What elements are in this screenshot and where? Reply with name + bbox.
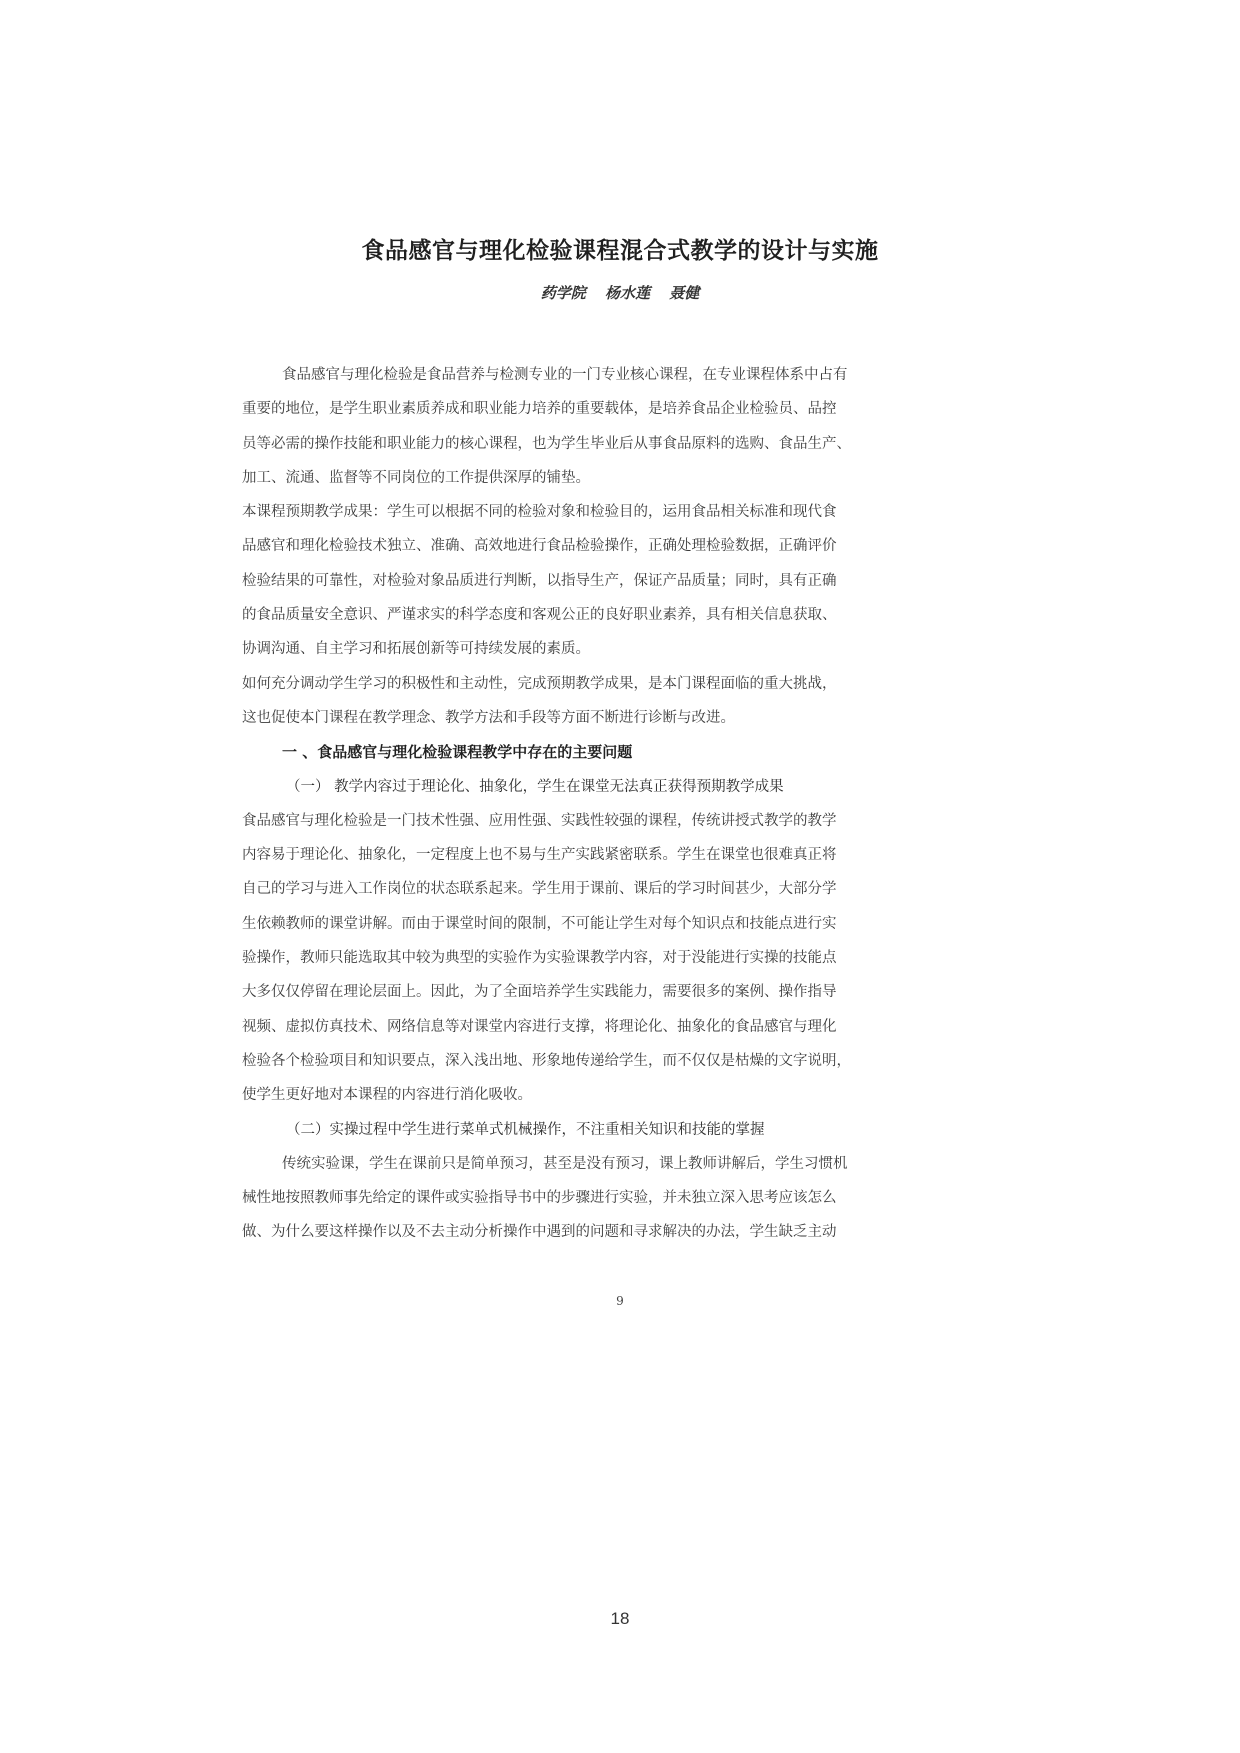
text-line: 这也促使本门课程在教学理念、教学方法和手段等方面不断进行诊断与改进。: [242, 709, 735, 726]
text-line: 内容易于理论化、抽象化，一定程度上也不易与生产实践紧密联系。学生在课堂也很难真正将: [242, 847, 837, 864]
subsection-heading: （一） 教学内容过于理论化、抽象化，学生在课堂无法真正获得预期教学成果: [286, 778, 784, 795]
section-heading: 一 、食品感官与理化检验课程教学中存在的主要问题: [282, 743, 633, 762]
text-line: 传统实验课，学生在课前只是简单预习，甚至是没有预习，课上教师讲解后，学生习惯机: [282, 1155, 848, 1172]
text-line: 本课程预期教学成果：学生可以根据不同的检验对象和检验目的，运用食品相关标准和现代食: [242, 504, 837, 521]
text-line: 验操作，教师只能选取其中较为典型的实验作为实验课教学内容，对于没能进行实操的技能点: [242, 950, 837, 967]
body-text: [242, 358, 1012, 1250]
text-line: 如何充分调动学生学习的积极性和主动性，完成预期教学成果，是本门课程面临的重大挑战，: [242, 675, 837, 692]
text-line: 检验结果的可靠性，对检验对象品质进行判断，以指导生产，保证产品质量；同时，具有正确: [242, 572, 837, 589]
page-title: 食品感官与理化检验课程混合式教学的设计与实施: [361, 238, 879, 264]
author-line: 药学院 杨水莲 聂健: [540, 284, 700, 302]
text-line: 大多仅仅停留在理论层面上。因此，为了全面培养学生实践能力，需要很多的案例、操作指导: [242, 984, 837, 1001]
text-line: 的食品质量安全意识、严谨求实的科学态度和客观公正的良好职业素养，具有相关信息获取、: [242, 607, 837, 624]
text-line: 械性地按照教师事先给定的课件或实验指导书中的步骤进行实验，并未独立深入思考应该怎么: [242, 1190, 837, 1207]
text-line: 使学生更好地对本课程的内容进行消化吸收。: [242, 1087, 532, 1104]
text-line: 食品感官与理化检验是食品营养与检测专业的一门专业核心课程，在专业课程体系中占有: [282, 367, 848, 383]
text-line: 品感官和理化检验技术独立、准确、高效地进行食品检验操作，正确处理检验数据，正确评价: [242, 538, 837, 555]
text-line: 食品感官与理化检验是一门技术性强、应用性强、实践性较强的课程，传统讲授式教学的教学: [242, 812, 837, 829]
text-line: 重要的地位，是学生职业素质养成和职业能力培养的重要载体，是培养食品企业检验员、品控: [242, 401, 837, 418]
text-line: 检验各个检验项目和知识要点，深入浅出地、形象地传递给学生，而不仅仅是枯燥的文字说明，: [242, 1052, 851, 1069]
page-number: 18: [610, 1609, 630, 1628]
text-line: 协调沟通、自主学习和拓展创新等可持续发展的素质。: [242, 641, 590, 658]
text-line: 员等必需的操作技能和职业能力的核心课程，也为学生毕业后从事食品原料的选购、食品生产、: [242, 435, 851, 452]
subsection-heading: （二）实操过程中学生进行菜单式机械操作，不注重相关知识和技能的掌握: [286, 1121, 765, 1138]
inner-page-number: 9: [616, 1294, 624, 1308]
text-line: 自己的学习与进入工作岗位的状态联系起来。学生用于课前、课后的学习时间甚少，大部分学: [242, 881, 837, 898]
text-line: 视频、虚拟仿真技术、网络信息等对课堂内容进行支撑，将理论化、抽象化的食品感官与理化: [242, 1018, 837, 1035]
text-line: 加工、流通、监督等不同岗位的工作提供深厚的铺垫。: [242, 469, 590, 486]
text-line: 生依赖教师的课堂讲解。而由于课堂时间的限制，不可能让学生对每个知识点和技能点进行实: [242, 915, 837, 932]
text-line: 做、为什么要这样操作以及不去主动分析操作中遇到的问题和寻求解决的办法，学生缺乏主动: [242, 1224, 837, 1241]
